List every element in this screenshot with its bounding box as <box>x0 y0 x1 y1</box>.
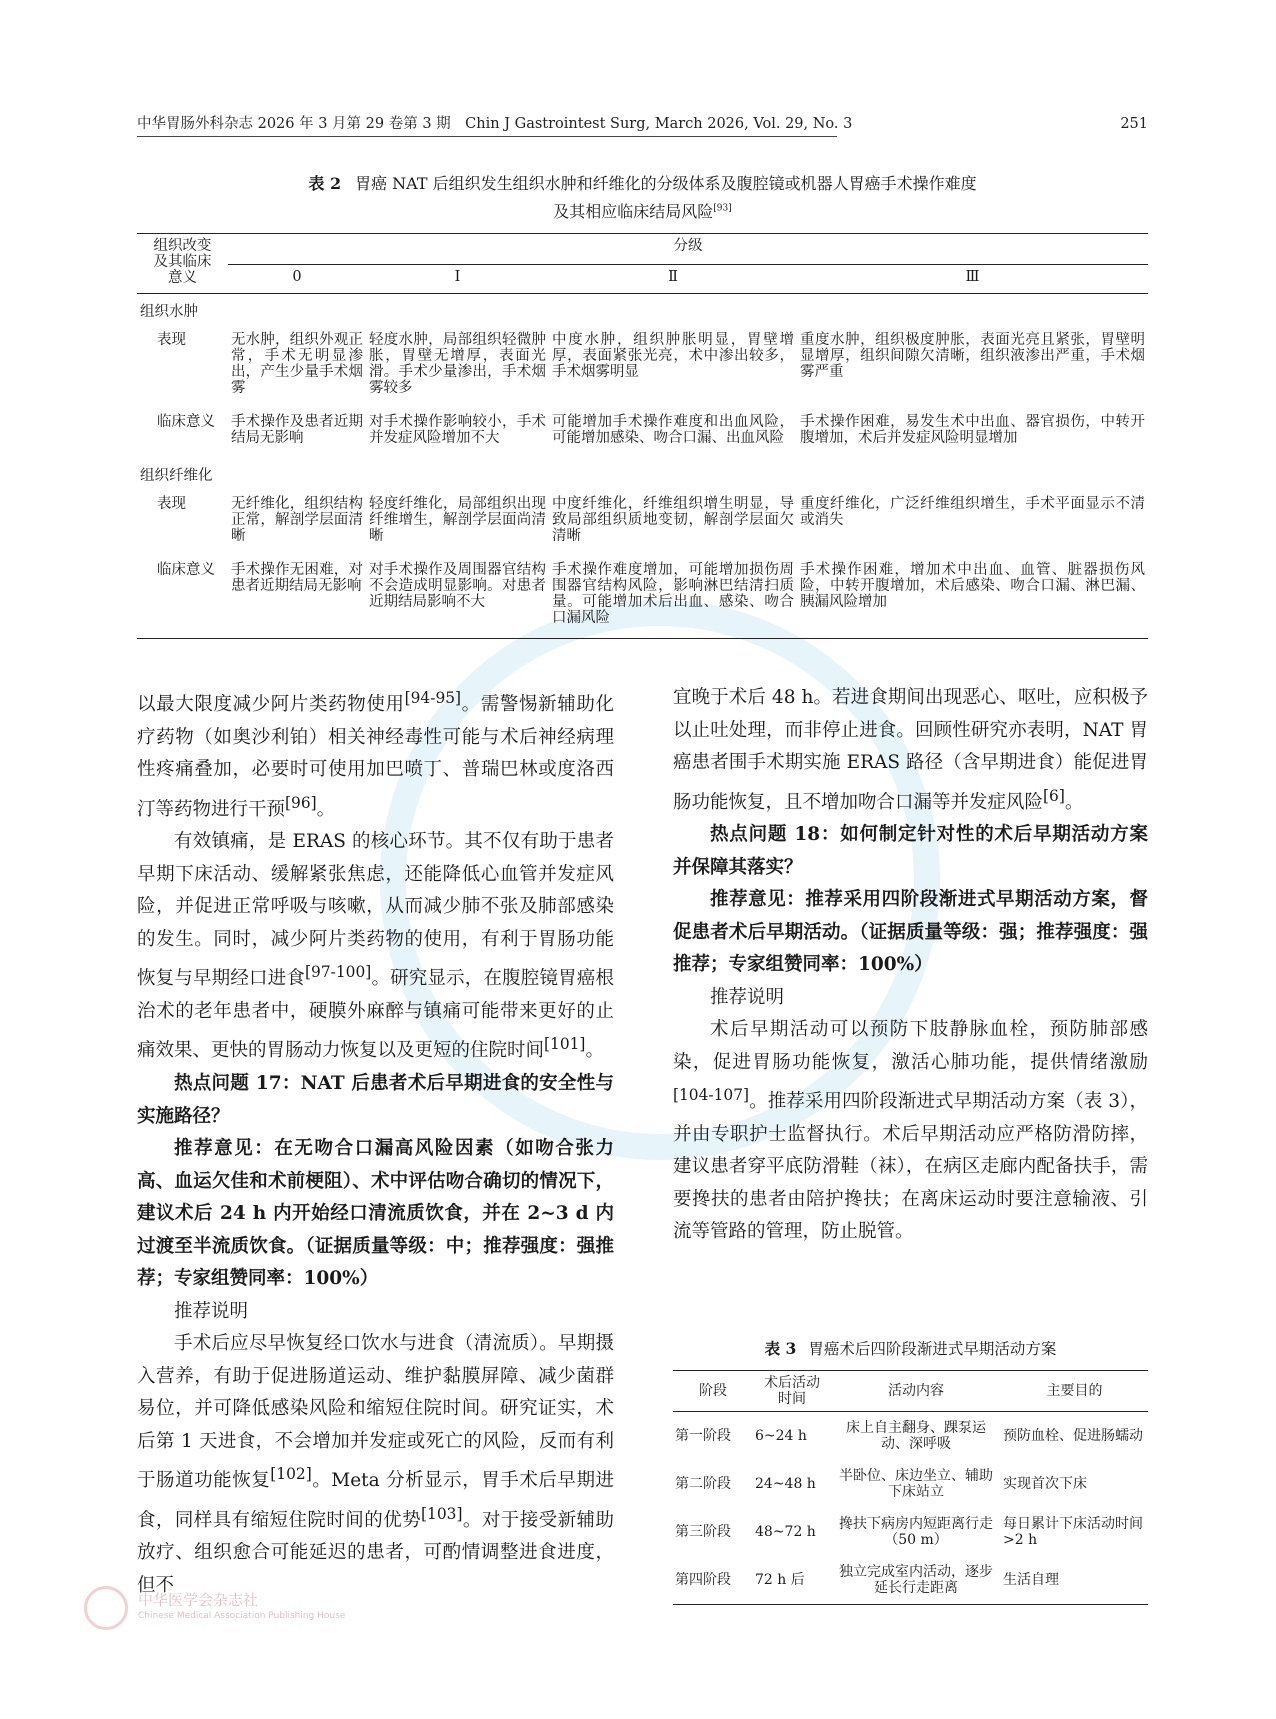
page-number: 251 <box>1120 116 1148 132</box>
table2-cell-grade-0: 手术操作及患者近期结局无影响 <box>231 414 363 446</box>
table2-cell-grade-3: 重度纤维化，广泛纤维组织增生，手术平面显示不清或消失 <box>800 496 1145 528</box>
table2-row-label: 临床意义 <box>157 414 215 430</box>
paragraph: 以最大限度减少阿片类药物使用[94-95]。需警惕新辅助化疗药物（如奥沙利铂）相关神经毒性可能与术后神经病理性疼痛叠加，必要时可使用加巴喷丁、普瑞巴林或度洛西汀等药物进行干预[96]。 <box>137 689 614 820</box>
table2-cell-grade-1: 轻度纤维化，局部组织出现纤维增生，解剖学层面尚清晰 <box>369 496 546 544</box>
table2-cell-grade-0: 无纤维化，组织结构正常，解剖学层面清晰 <box>231 496 363 544</box>
table-row <box>137 326 1148 408</box>
table-row <box>137 408 1148 458</box>
table2-title-line1: 胃癌 NAT 后组织发生组织水肿和纤维化的分级体系及腹腔镜或机器人胃癌手术操作难度 <box>355 174 977 193</box>
table3-stage: 第四阶段 <box>673 1556 753 1605</box>
table-row <box>673 1460 1148 1508</box>
table2-cell-grade-3: 手术操作困难，易发生术中出血、器官损伤，中转开腹增加，术后并发症风险明显增加 <box>800 414 1145 446</box>
right-text-column <box>673 682 1148 1249</box>
table2-grade-header: 分级 <box>228 234 1148 265</box>
table2-grade-2: Ⅱ <box>549 265 797 294</box>
citation-ref: [97-100] <box>305 963 372 982</box>
table3-stage: 第二阶段 <box>675 1476 731 1492</box>
publisher-name: 中华医学会杂志社 <box>138 1591 259 1609</box>
table2-grade-3: Ⅲ <box>797 265 1148 294</box>
table-row <box>673 1412 1148 1461</box>
table2-cell-grade-2: 中度纤维化，纤维组织增生明显，导致局部组织质地变韧，解剖学层面欠清晰 <box>552 496 794 544</box>
table3-time: 48~72 h <box>755 1524 816 1540</box>
table3-purpose: 生活自理 <box>1001 1556 1148 1605</box>
table2 <box>137 233 1148 639</box>
paragraph: 术后早期活动可以预防下肢静脉血栓，预防肺部感染，促进胃肠功能恢复，激活心肺功能，提供情绪激励[104-107]。推荐采用四阶段渐进式早期活动方案（表 3），并由专职护士监督执行。术后早期活动应严格防滑防摔，建议患者穿平底防滑鞋（袜），在病区走廊内配备扶手，需要搀扶的患者由陪护搀扶；在离床运动时要注意输液、引流等管路的管理，防止脱管。 <box>673 1019 1148 1243</box>
paragraph: 宜晚于术后 48 h。若进食期间出现恶心、呕吐，应积极予以止吐处理，而非停止进食。回顾性研究亦表明，NAT 胃癌患者围手术期实施 ERAS 路径（含早期进食）能促进胃肠功能恢复，且不增加吻合口漏等并发症风险[6]。 <box>673 687 1148 813</box>
citation-ref: [6] <box>1043 786 1065 805</box>
paragraph: 推荐说明 <box>710 986 785 1008</box>
table2-grade-0: 0 <box>228 265 366 294</box>
bold-paragraph: 热点问题 18：如何制定针对性的术后早期活动方案并保障其落实？ <box>673 824 1148 878</box>
table3-header-activity: 活动内容 <box>831 1371 1001 1412</box>
bold-paragraph: 推荐意见：在无吻合口漏高风险因素（如吻合张力高、血运欠佳和术前梗阻）、术中评估吻合确切的情况下，建议术后 24 h 内开始经口清流质饮食，并在 2~3 d 内过渡至半流质饮食。（证据质量等级：中；推荐强度：强推荐；专家组赞同率：100%） <box>137 1138 614 1290</box>
header-rule <box>137 136 837 137</box>
table3-number: 表 3 <box>764 1339 797 1358</box>
citation-ref: [103] <box>421 1504 463 1523</box>
table2-row-label: 表现 <box>157 496 186 512</box>
table3-activity: 独立完成室内活动，逐步延长行走距离 <box>831 1556 1001 1605</box>
table2-section-label: 组织纤维化 <box>140 468 213 484</box>
table3-activity: 床上自主翻身、踝泵运动、深呼吸 <box>846 1420 986 1452</box>
table2-section-label: 组织水肿 <box>140 304 198 320</box>
citation-ref: [102] <box>270 1465 312 1484</box>
table2-cell-grade-1: 轻度水肿，局部组织轻微肿胀，胃壁无增厚，表面光滑。手术少量渗出，手术烟雾较多 <box>369 332 546 396</box>
table2-section-row <box>137 458 1148 490</box>
table2-first-col-header: 组织改变 及其临床 意义 <box>137 234 228 294</box>
table3-time: 24~48 h <box>755 1476 816 1492</box>
table-row <box>137 556 1148 639</box>
table3-time: 72 h 后 <box>753 1556 831 1605</box>
table2-cell-grade-2: 中度水肿，组织肿胀明显，胃壁增厚，表面紧张光亮，术中渗出较多，手术烟雾明显 <box>552 332 794 380</box>
citation-ref: [96] <box>285 793 317 812</box>
table2-number: 表 2 <box>308 174 342 193</box>
paragraph: 手术后应尽早恢复经口饮水与进食（清流质）。早期摄入营养，有助于促进肠道运动、维护黏膜屏障、减少菌群易位，并可降低感染风险和缩短住院时间。研究证实，术后第 1 天进食，不会增加并发症或死亡的风险，反而有利于肠道功能恢复[102]。Meta 分析显示，胃手术后早期进食，同样具有缩短住院时间的优势[103]。对于接受新辅助放疗、组织愈合可能延迟的患者，可酌情调整进食进度，但不 <box>137 1333 614 1596</box>
bold-paragraph: 推荐意见：推荐采用四阶段渐进式早期活动方案，督促患者术后早期活动。（证据质量等级：强；推荐强度：强推荐；专家组赞同率：100%） <box>673 889 1148 976</box>
table-row <box>673 1508 1148 1556</box>
citation-ref: [94-95] <box>404 689 462 707</box>
table3 <box>673 1370 1148 1605</box>
journal-citation: 中华胃肠外科杂志 2026 年 3 月第 29 卷第 3 期 Chin J Gastrointest Surg, March 2026, Vol. 29, No. 3 <box>137 116 853 132</box>
paragraph: 有效镇痛，是 ERAS 的核心环节。其不仅有助于患者早期下床活动、缓解紧张焦虑，还能降低心血管并发症风险，并促进正常呼吸与咳嗽，从而减少肺不张及肺部感染的发生。同时，减少阿片类药物的使用，有利于胃肠功能恢复与早期经口进食[97-100]。研究显示，在腹腔镜胃癌根治术的老年患者中，硬膜外麻醉与镇痛可能带来更好的止痛效果、更快的胃肠动力恢复以及更短的住院时间[101]。 <box>137 831 614 1062</box>
paragraph: 推荐说明 <box>174 1300 249 1322</box>
table2-cell-grade-0: 手术操作无困难，对患者近期结局无影响 <box>228 556 366 639</box>
table3-purpose: 预防血栓、促进肠蠕动 <box>1003 1428 1143 1444</box>
table3-header-purpose: 主要目的 <box>1001 1371 1148 1412</box>
running-header <box>137 112 1148 136</box>
table3-stage: 第三阶段 <box>675 1524 731 1540</box>
table3-caption <box>673 1337 1148 1361</box>
table2-row-label: 临床意义 <box>137 556 228 639</box>
citation-ref: [104-107] <box>673 1086 750 1105</box>
table2-title-line2: 及其相应临床结局风险 <box>553 202 714 221</box>
table2-cell-grade-3: 重度水肿，组织极度肿胀，表面光亮且紧张，胃壁明显增厚，组织间隙欠清晰，组织液渗出严重，手术烟雾严重 <box>800 332 1145 380</box>
table2-cell-grade-2: 可能增加手术操作难度和出血风险，可能增加感染、吻合口漏、出血风险 <box>552 414 794 446</box>
table2-grade-row <box>137 265 1148 294</box>
table2-cell-grade-1: 对手术操作及周围器官结构不会造成明显影响。对患者近期结局影响不大 <box>366 556 549 639</box>
table2-cell-grade-3: 手术操作困难，增加术中出血、血管、脏器损伤风险，中转开腹增加，术后感染、吻合口漏、淋巴漏、胰漏风险增加 <box>797 556 1148 639</box>
table2-cell-grade-1: 对手术操作影响较小，手术并发症风险增加不大 <box>369 414 546 446</box>
table3-activity: 半卧位、床边坐立、辅助下床站立 <box>839 1468 993 1500</box>
citation-ref: [101] <box>544 1035 586 1054</box>
publisher-name-en: Chinese Medical Association Publishing House <box>138 1611 346 1621</box>
table2-body <box>137 294 1148 639</box>
table2-row-label: 表现 <box>157 332 186 348</box>
table2-cell-grade-2: 手术操作难度增加，可能增加损伤周围器官结构风险，影响淋巴结清扫质量。可能增加术后出血、感染、吻合口漏风险 <box>549 556 797 639</box>
table3-header-time: 术后活动 时间 <box>753 1371 831 1412</box>
table2-caption <box>137 170 1148 226</box>
table3-purpose: 每日累计下床活动时间>2 h <box>1003 1516 1143 1548</box>
table2-section-row <box>137 294 1148 327</box>
table3-header-stage: 阶段 <box>673 1371 753 1412</box>
left-text-column <box>137 682 614 1602</box>
table3-time: 6~24 h <box>755 1428 807 1444</box>
publisher-logo <box>84 1586 128 1630</box>
table3-activity: 搀扶下病房内短距离行走（50 m） <box>839 1516 993 1548</box>
table-row <box>673 1556 1148 1605</box>
table-row <box>137 490 1148 556</box>
bold-paragraph: 热点问题 17：NAT 后患者术后早期进食的安全性与实施路径？ <box>137 1073 614 1127</box>
table3-stage: 第一阶段 <box>675 1428 731 1444</box>
table3-body <box>673 1412 1148 1605</box>
table2-cell-grade-0: 无水肿，组织外观正常，手术无明显渗出，产生少量手术烟雾 <box>231 332 363 396</box>
table3-purpose: 实现首次下床 <box>1003 1476 1087 1492</box>
table2-title-ref: [93] <box>713 203 732 214</box>
table3-title: 胃癌术后四阶段渐进式早期活动方案 <box>808 1340 1057 1358</box>
table2-grade-1: Ⅰ <box>366 265 549 294</box>
publisher-watermark <box>138 1590 345 1622</box>
